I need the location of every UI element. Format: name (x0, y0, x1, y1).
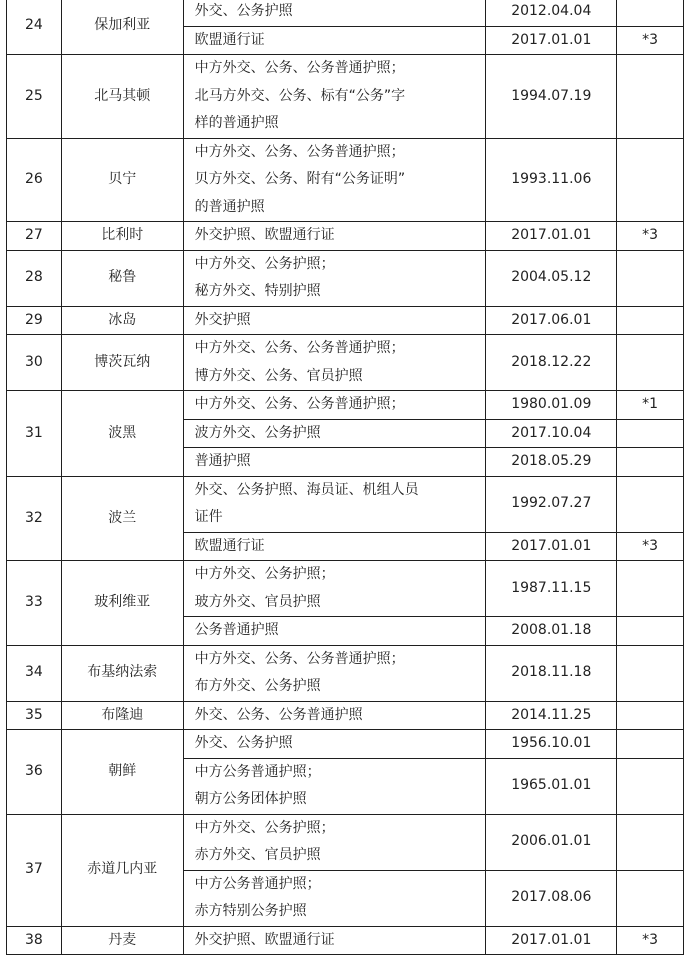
effective-date: 2017.01.01 (486, 926, 617, 955)
footnote-mark (617, 250, 684, 306)
passport-types (183, 561, 486, 617)
passport-type-line: 外交、公务护照、海员证、机组人员 (194, 481, 419, 498)
country-name: 朝鲜 (61, 730, 183, 815)
footnote-mark (617, 870, 684, 926)
effective-date: 2008.01.18 (486, 617, 617, 646)
passport-type-line: 中方公务普通护照； (194, 875, 321, 892)
passport-type-line: 外交、公务、公务普通护照 (194, 706, 363, 723)
effective-date: 2017.10.04 (486, 419, 617, 448)
effective-date: 1994.07.19 (486, 55, 617, 139)
passport-types (183, 758, 486, 814)
table-row (7, 55, 684, 139)
passport-type-line: 中方公务普通护照； (194, 763, 321, 780)
footnote-mark: *3 (617, 26, 684, 55)
passport-type-line: 波方外交、公务护照 (194, 424, 321, 441)
passport-types (183, 645, 486, 701)
passport-type-line: 的普通护照 (194, 198, 265, 215)
footnote-mark (617, 701, 684, 730)
passport-types (183, 222, 486, 251)
effective-date: 2014.11.25 (486, 701, 617, 730)
passport-type-line: 中方外交、公务护照； (194, 255, 335, 272)
country-name: 丹麦 (61, 926, 183, 955)
passport-type-line: 中方外交、公务、公务普通护照； (194, 60, 405, 76)
table-row (7, 0, 684, 26)
row-number: 35 (7, 701, 62, 730)
country-name: 玻利维亚 (61, 561, 183, 646)
table-row (7, 250, 684, 306)
passport-type-line: 中方外交、公务护照； (194, 566, 335, 582)
footnote-mark: *3 (617, 532, 684, 561)
passport-types (183, 532, 486, 561)
row-number: 38 (7, 926, 62, 955)
effective-date: 1992.07.27 (486, 476, 617, 532)
row-number: 33 (7, 561, 62, 646)
footnote-mark (617, 0, 684, 26)
table-row (7, 701, 684, 730)
footnote-mark (617, 55, 684, 139)
footnote-mark (617, 448, 684, 477)
passport-type-line: 中方外交、公务、公务普通护照； (194, 650, 405, 667)
passport-types (183, 701, 486, 730)
effective-date: 2004.05.12 (486, 250, 617, 306)
table-row (7, 476, 684, 532)
visa-agreement-table (6, 0, 684, 955)
effective-date: 2006.01.01 (486, 814, 617, 870)
country-name: 布基纳法索 (61, 645, 183, 701)
passport-types (183, 250, 486, 306)
passport-types (183, 617, 486, 646)
passport-types (183, 26, 486, 55)
passport-type-line: 样的普通护照 (194, 115, 279, 131)
footnote-mark (617, 617, 684, 646)
table-row (7, 222, 684, 251)
passport-type-line: 证件 (194, 509, 223, 525)
passport-type-line: 外交护照、欧盟通行证 (194, 931, 335, 948)
footnote-mark: *1 (617, 391, 684, 420)
table-row (7, 814, 684, 870)
passport-type-line: 北马方外交、公务、标有“公务”字 (194, 87, 406, 104)
passport-type-line: 赤方特别公务护照 (194, 903, 307, 919)
footnote-mark (617, 306, 684, 335)
table-row (7, 730, 684, 759)
country-name: 赤道几内亚 (61, 814, 183, 926)
footnote-mark (617, 814, 684, 870)
table-row (7, 561, 684, 617)
row-number: 37 (7, 814, 62, 926)
passport-types (183, 814, 486, 870)
footnote-mark (617, 476, 684, 532)
passport-types (183, 419, 486, 448)
passport-type-line: 欧盟通行证 (194, 31, 265, 48)
effective-date: 2017.01.01 (486, 26, 617, 55)
passport-type-line: 中方外交、公务、公务普通护照； (194, 340, 405, 356)
passport-type-line: 中方外交、公务、公务普通护照； (194, 143, 405, 160)
row-number: 25 (7, 55, 62, 139)
footnote-mark (617, 138, 684, 222)
passport-type-line: 中方外交、公务、公务普通护照； (194, 396, 405, 412)
row-number: 36 (7, 730, 62, 815)
passport-types (183, 306, 486, 335)
table-row (7, 306, 684, 335)
footnote-mark (617, 645, 684, 701)
passport-type-line: 普通护照 (194, 453, 251, 469)
passport-types (183, 335, 486, 391)
row-number: 28 (7, 250, 62, 306)
passport-type-line: 博方外交、公务、官员护照 (194, 367, 363, 384)
passport-types (183, 870, 486, 926)
country-name: 北马其顿 (61, 55, 183, 139)
row-number: 32 (7, 476, 62, 561)
passport-types (183, 448, 486, 477)
passport-types (183, 730, 486, 759)
effective-date: 1956.10.01 (486, 730, 617, 759)
effective-date: 2012.04.04 (486, 0, 617, 26)
row-number: 30 (7, 335, 62, 391)
effective-date: 1965.01.01 (486, 758, 617, 814)
effective-date: 1987.11.15 (486, 561, 617, 617)
row-number: 24 (7, 0, 62, 55)
country-name: 比利时 (61, 222, 183, 251)
country-name: 贝宁 (61, 138, 183, 222)
footnote-mark: *3 (617, 926, 684, 955)
country-name: 冰岛 (61, 306, 183, 335)
table-row (7, 138, 684, 222)
country-name: 博茨瓦纳 (61, 335, 183, 391)
passport-type-line: 玻方外交、官员护照 (194, 593, 321, 610)
country-name: 保加利亚 (61, 0, 183, 55)
passport-type-line: 贝方外交、公务、附有“公务证明” (194, 171, 406, 187)
effective-date: 2017.01.01 (486, 532, 617, 561)
country-name: 波兰 (61, 476, 183, 561)
table-row (7, 645, 684, 701)
table-row (7, 926, 684, 955)
passport-type-line: 赤方外交、官员护照 (194, 847, 321, 863)
table-row (7, 335, 684, 391)
effective-date: 1993.11.06 (486, 138, 617, 222)
passport-types (183, 476, 486, 532)
passport-type-line: 秘方外交、特别护照 (194, 283, 321, 299)
table-body (7, 0, 684, 955)
row-number: 27 (7, 222, 62, 251)
passport-type-line: 中方外交、公务护照； (194, 819, 335, 836)
passport-type-line: 外交、公务护照 (194, 735, 293, 751)
passport-type-line: 朝方公务团体护照 (194, 791, 307, 807)
footnote-mark (617, 758, 684, 814)
country-name: 布隆迪 (61, 701, 183, 730)
passport-type-line: 公务普通护照 (194, 622, 279, 638)
footnote-mark (617, 730, 684, 759)
passport-types (183, 138, 486, 222)
passport-type-line: 外交、公务护照 (194, 3, 293, 19)
passport-types (183, 0, 486, 26)
effective-date: 2017.01.01 (486, 222, 617, 251)
footnote-mark (617, 419, 684, 448)
country-name: 波黑 (61, 391, 183, 477)
effective-date: 2018.11.18 (486, 645, 617, 701)
passport-types (183, 55, 486, 139)
effective-date: 1980.01.09 (486, 391, 617, 420)
row-number: 29 (7, 306, 62, 335)
table-row (7, 391, 684, 420)
footnote-mark (617, 335, 684, 391)
passport-type-line: 外交护照、欧盟通行证 (194, 227, 335, 243)
passport-type-line: 欧盟通行证 (194, 537, 265, 554)
effective-date: 2017.08.06 (486, 870, 617, 926)
row-number: 31 (7, 391, 62, 477)
passport-types (183, 926, 486, 955)
passport-type-line: 外交护照 (194, 311, 251, 328)
footnote-mark (617, 561, 684, 617)
row-number: 26 (7, 138, 62, 222)
footnote-mark: *3 (617, 222, 684, 251)
effective-date: 2018.05.29 (486, 448, 617, 477)
effective-date: 2017.06.01 (486, 306, 617, 335)
effective-date: 2018.12.22 (486, 335, 617, 391)
passport-type-line: 布方外交、公务护照 (194, 678, 321, 694)
country-name: 秘鲁 (61, 250, 183, 306)
row-number: 34 (7, 645, 62, 701)
passport-types (183, 391, 486, 420)
